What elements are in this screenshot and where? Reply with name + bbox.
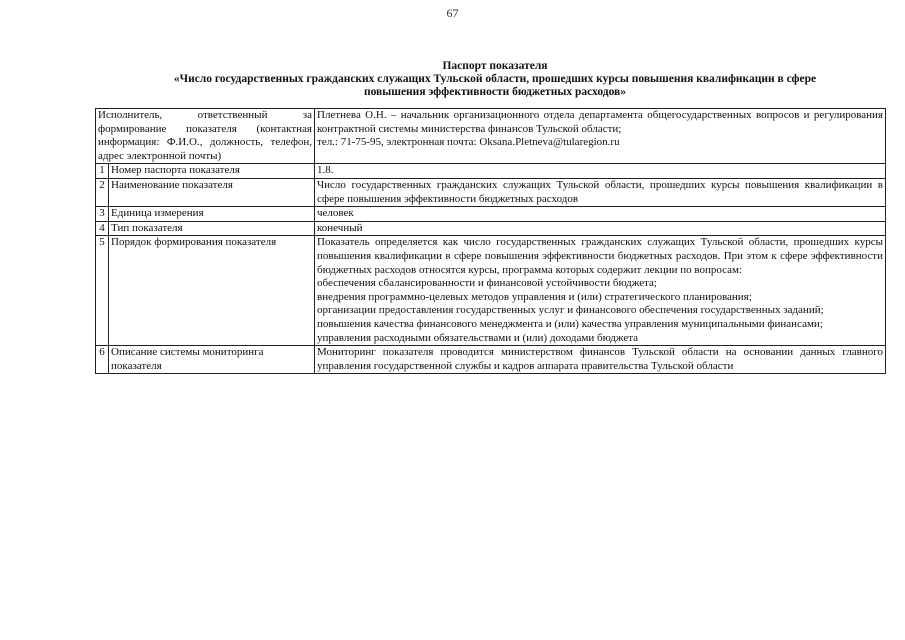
row-value: Число государственных гражданских служащих Тульской области, прошедших курсы повышения квалификации в сфере повышения эффективности бюджетных расходов: [315, 178, 886, 206]
table-row: [96, 221, 886, 236]
table-row: [96, 236, 886, 346]
title-line-3: повышения эффективности бюджетных расходов»: [363, 86, 627, 98]
row-number: 1: [96, 164, 109, 179]
row-number: 3: [96, 207, 109, 222]
page-number: 67: [446, 6, 459, 20]
table-row: [96, 346, 886, 374]
row-number: 6: [96, 346, 109, 374]
document-title: [100, 60, 890, 99]
executor-label: Исполнитель, ответственный за формирование показателя (контактная информация: Ф.И.О., должность, телефон, адрес электронной почты): [96, 109, 315, 164]
row-number: 5: [96, 236, 109, 346]
procedure-item: внедрения программно-целевых методов управления и (или) стратегического планирования;: [317, 290, 752, 303]
title-line-1: Паспорт показателя: [442, 60, 548, 72]
row-label: Номер паспорта показателя: [109, 164, 315, 179]
row-value: 1.8.: [315, 164, 886, 179]
row-label: Наименование показателя: [109, 178, 315, 206]
executor-contacts: тел.: 71-75-95, электронная почта: Oksana.Pletneva@tularegion.ru: [317, 136, 620, 149]
procedure-item: обеспечения сбалансированности и финансовой устойчивости бюджета;: [317, 277, 657, 290]
procedure-item: организации предоставления государственных услуг и финансового обеспечения государственных заданий;: [317, 304, 824, 317]
row-number: 4: [96, 221, 109, 236]
row-number: 2: [96, 178, 109, 206]
executor-name-position: Плетнева О.Н. – начальник организационного отдела департамента общегосударственных вопросов и регулирования контрактной системы министерства финансов Тульской области;: [317, 109, 883, 135]
row-value: конечный: [315, 221, 886, 236]
row-label: Описание системы мониторинга показателя: [109, 346, 315, 374]
procedure-item: управления расходными обязательствами и (или) доходами бюджета: [317, 331, 639, 344]
row-label: Порядок формирования показателя: [109, 236, 315, 346]
table-row: [96, 178, 886, 206]
table-row: [96, 164, 886, 179]
passport-table: [95, 108, 886, 374]
row-label: Тип показателя: [109, 221, 315, 236]
procedure-intro: Показатель определяется как число государственных гражданских служащих Тульской области, прошедших курсы повышения квалификации в сфере повышения эффективности бюджетных расходов. При этом к сфере эффективности бюджетных расходов относятся курсы, программа которых содержит лекции по вопросам:: [317, 236, 883, 276]
row-label: Единица измерения: [109, 207, 315, 222]
row-value: Мониторинг показателя проводится министерством финансов Тульской области на основании данных главного управления государственной службы и кадров аппарата правительства Тульской области: [315, 346, 886, 374]
table-row: [96, 207, 886, 222]
title-line-2: «Число государственных гражданских служащих Тульской области, прошедших курсы повышения квалификации в сфере: [173, 73, 817, 85]
row-value: человек: [315, 207, 886, 222]
table-row-executor: [96, 109, 886, 164]
executor-value: [315, 109, 886, 164]
row-value-procedure: [315, 236, 886, 346]
procedure-item: повышения качества финансового менеджмента и (или) качества управления муниципальными финансами;: [317, 317, 823, 330]
